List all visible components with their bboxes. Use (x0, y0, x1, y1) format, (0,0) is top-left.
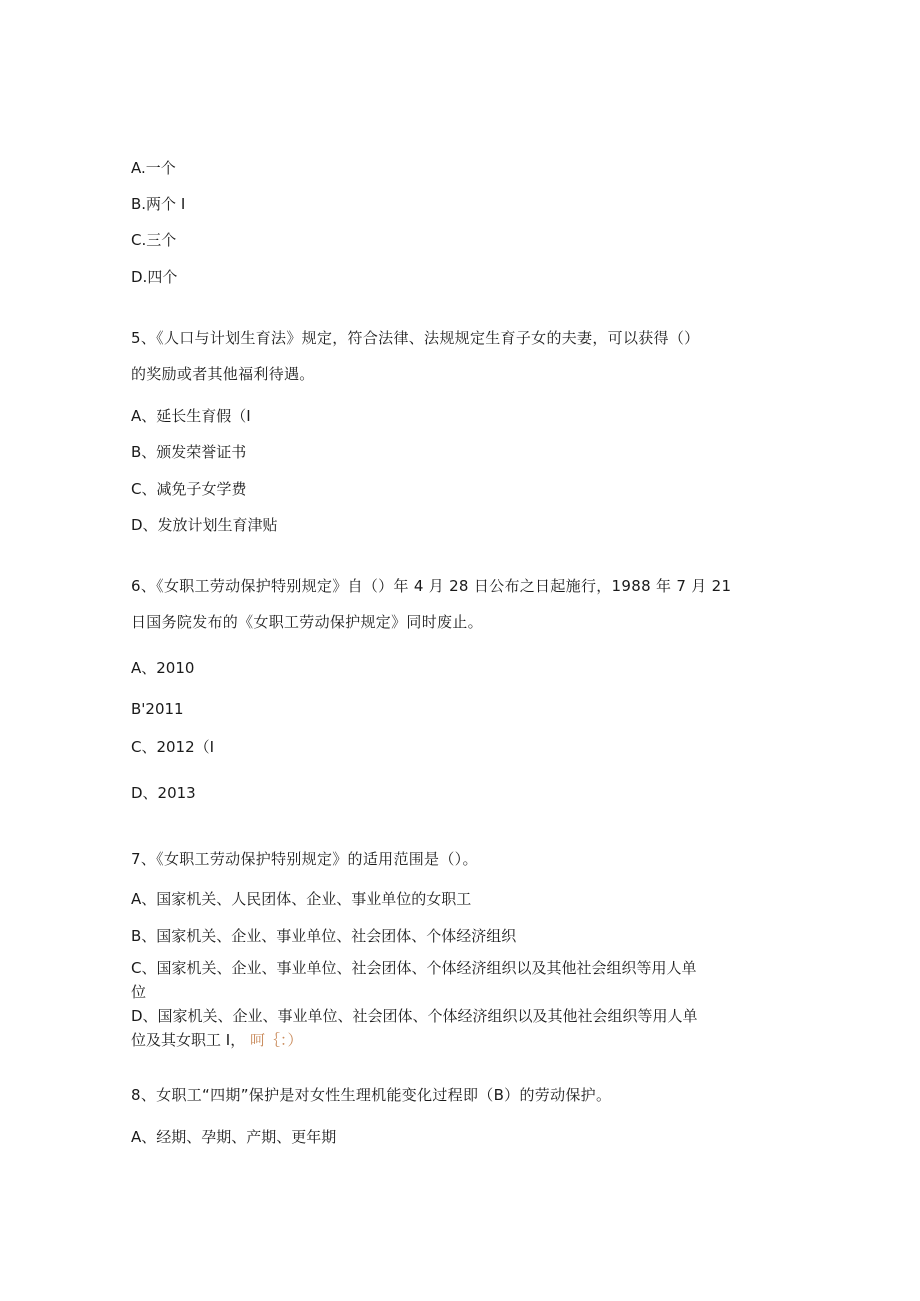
q5-option-b: B、颁发荣誉证书 (131, 443, 247, 461)
q5-option-a: A、延长生育假（I (131, 407, 251, 425)
q7-option-d-cont-text: 位及其女职工 I， (131, 1031, 246, 1049)
q7-option-b: B、国家机关、企业、事业单位、社会团体、个体经济组织 (131, 927, 517, 945)
q7-option-c: C、国家机关、企业、事业单位、社会团体、个体经济组织以及其他社会组织等用人单 (131, 959, 697, 977)
q6-option-a: A、2010 (131, 659, 195, 677)
question-8-text: 8、女职工“四期”保护是对女性生理机能变化过程即（B）的劳动保护。 (131, 1086, 612, 1104)
q7-option-d-cont (131, 1030, 303, 1050)
q7-option-a: A、国家机关、人民团体、企业、事业单位的女职工 (131, 890, 472, 908)
q7-option-d: D、国家机关、企业、事业单位、社会团体、个体经济组织以及其他社会组织等用人单 (131, 1007, 698, 1025)
question-5-text: 5、《人口与计划生育法》规定，符合法律、法规规定生育子女的夫妻，可以获得（） (131, 329, 700, 347)
q8-option-a: A、经期、孕期、产期、更年期 (131, 1128, 337, 1146)
q6-option-d: D、2013 (131, 784, 196, 802)
q6-option-b: B'2011 (131, 700, 184, 718)
option-c: C.三个 (131, 231, 177, 249)
question-5-text-cont: 的奖励或者其他福利待遇。 (131, 365, 315, 383)
option-a: A.一个 (131, 159, 176, 177)
q7-option-c-cont: 位 (131, 983, 147, 1001)
q5-option-d: D、发放计划生育津贴 (131, 516, 278, 534)
question-7-text: 7、《女职工劳动保护特别规定》的适用范围是（）。 (131, 850, 478, 868)
question-6-text-cont: 日国务院发布的《女职工劳动保护规定》同时废止。 (131, 613, 483, 631)
q7-stray-mark: 呵｛：） (249, 1031, 303, 1049)
option-b: B.两个 I (131, 195, 186, 213)
q5-option-c: C、减免子女学费 (131, 480, 247, 498)
option-d: D.四个 (131, 268, 178, 286)
question-6-text: 6、《女职工劳动保护特别规定》自（）年 4 月 28 日公布之日起施行，1988 年 7 月 21 (131, 577, 732, 595)
q6-option-c: C、2012（I (131, 738, 215, 756)
